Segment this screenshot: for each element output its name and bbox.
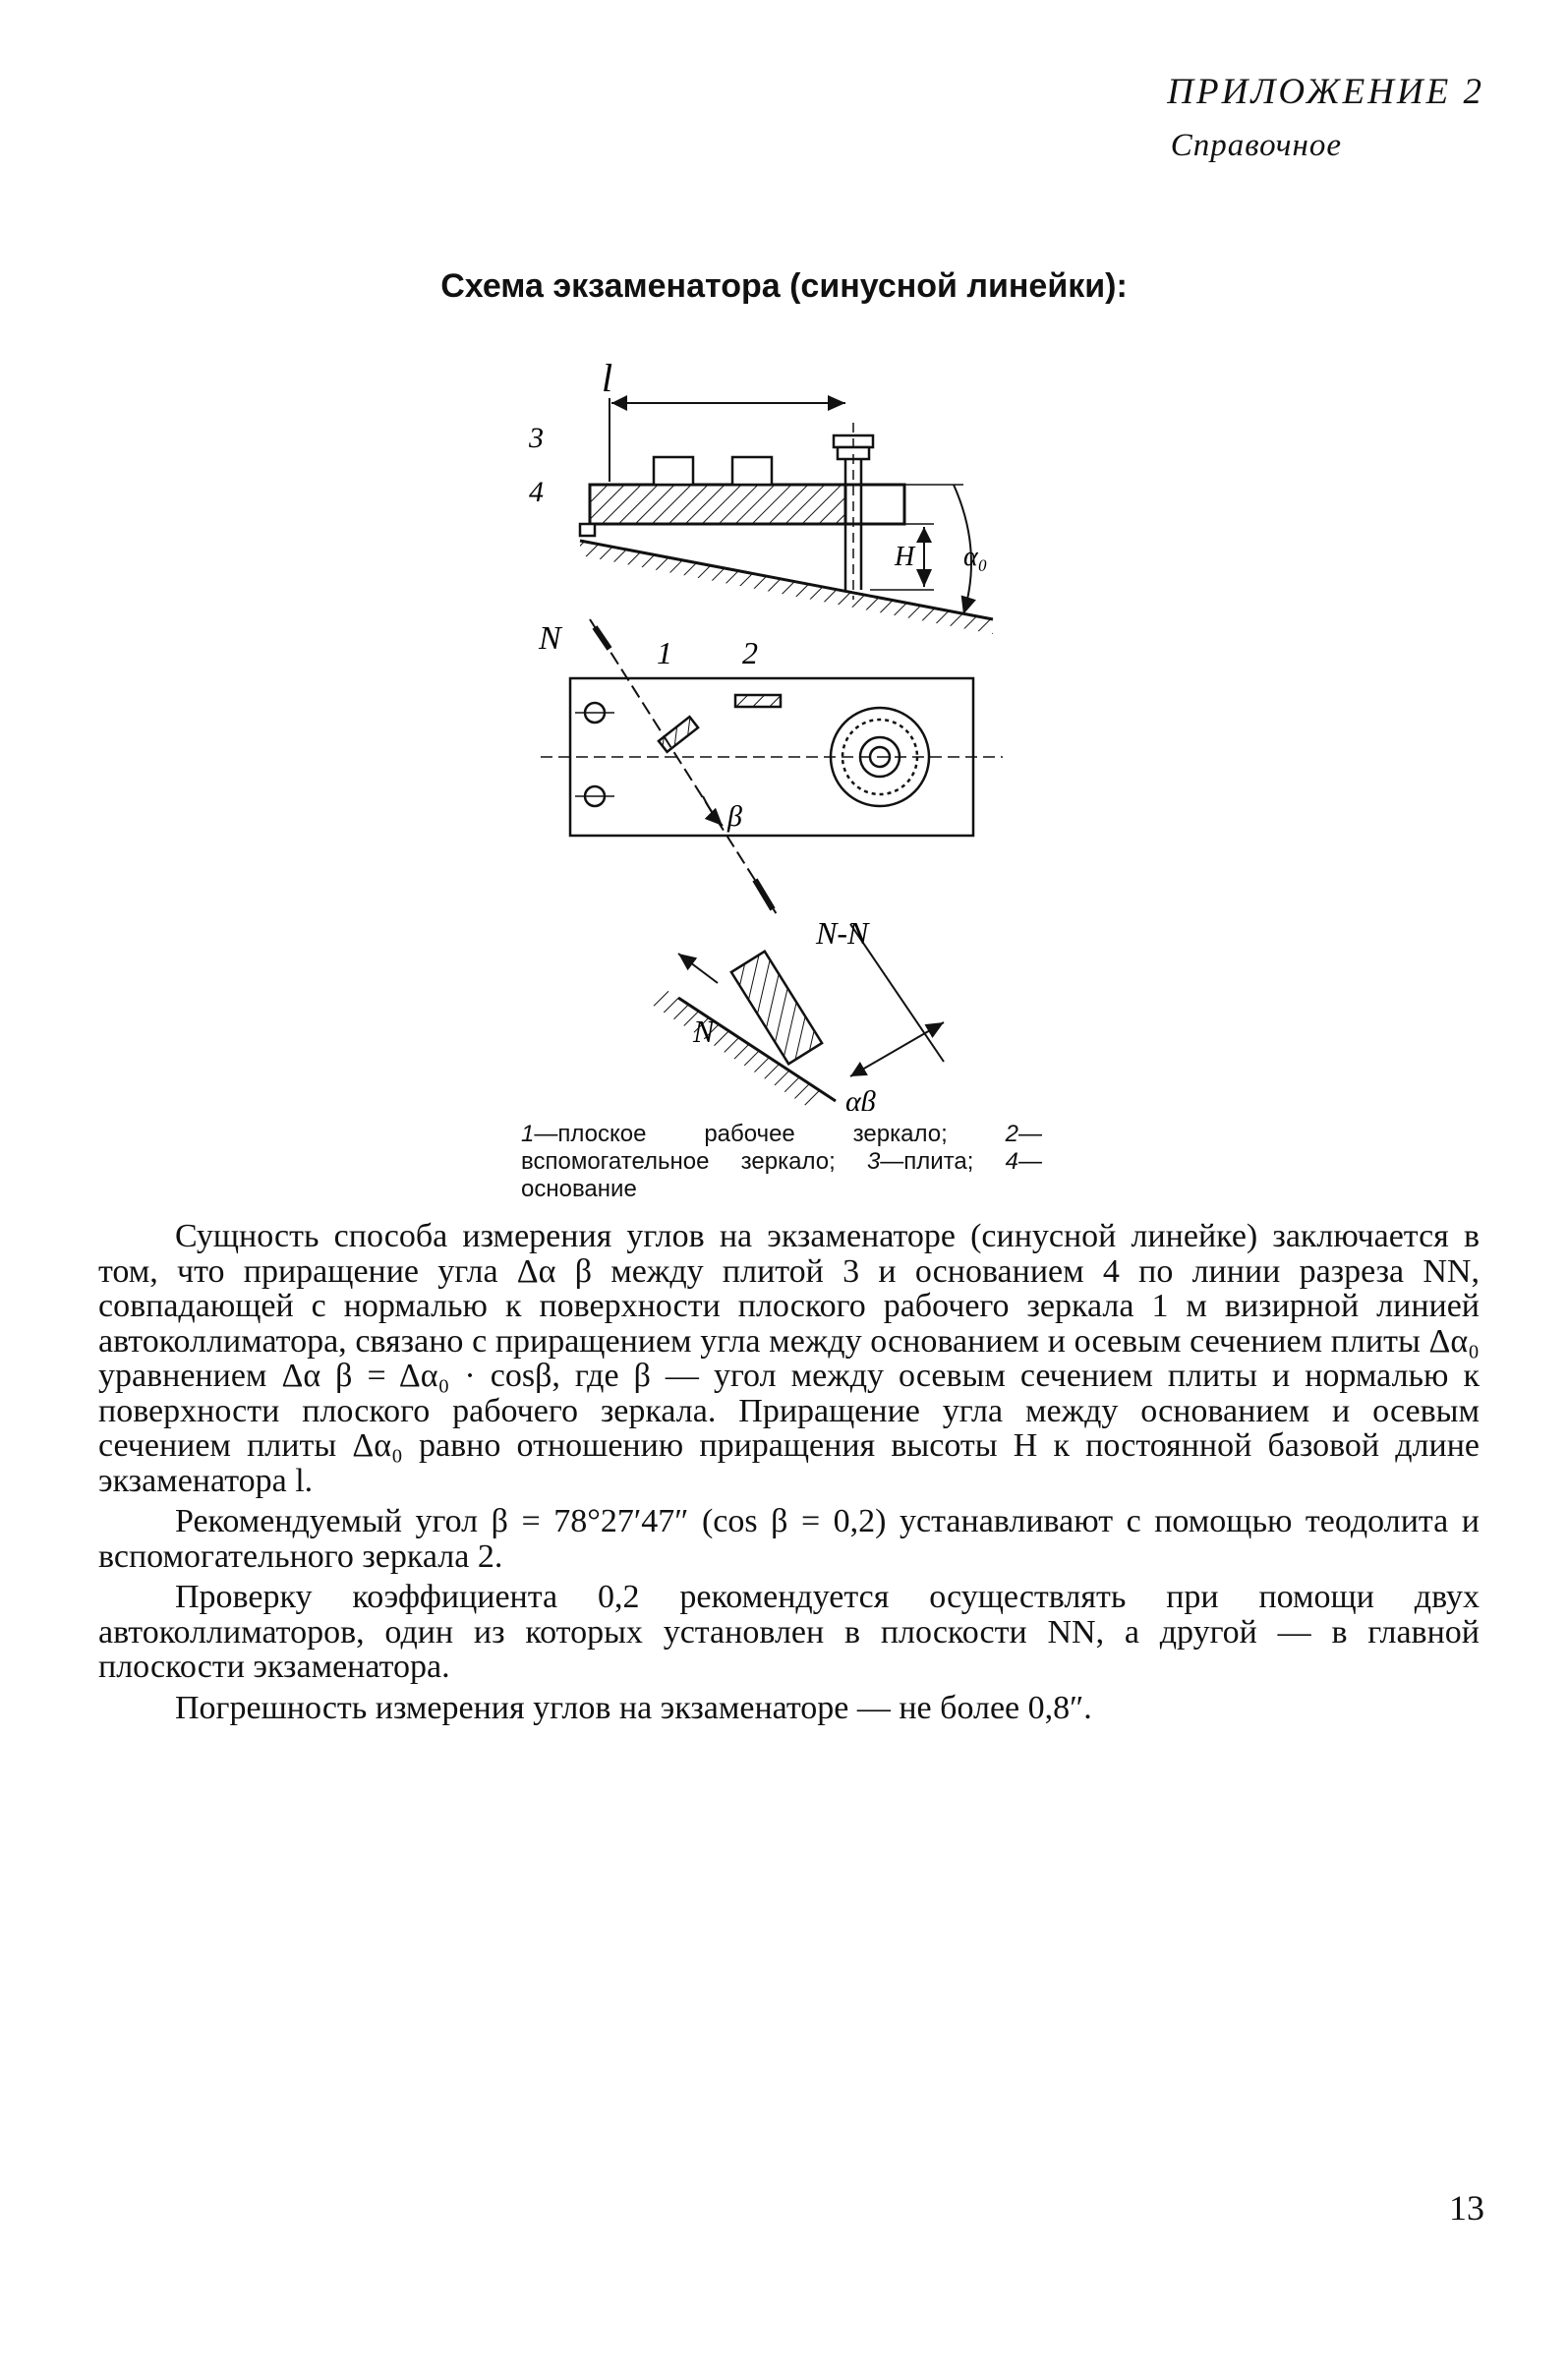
- legend-num-2: 2: [1005, 1121, 1018, 1147]
- label-4: 4: [529, 476, 544, 508]
- paragraph-2: Рекомендуемый угол β = 78°27′47″ (cos β = 0,2) устанавливают с помощью теодолита и вспомогательного зеркала 2.: [98, 1503, 1480, 1575]
- label-3: 3: [529, 422, 544, 454]
- paragraph-1: Сущность способа измерения углов на экзаменаторе (синусной линейке) заключается в том, что приращение угла Δα β между плитой 3 и основанием 4 по линии разреза NN, совпадающей с нормалью к поверхности плоского рабочего зеркала 1 м визирной линией автоколлиматора, связано с приращением угла между основанием и осевым сечением плиты Δα₀ уравнением Δα β = Δα₀ · cosβ, где β — угол между осевым сечением плиты и нормалью к поверхности плоского рабочего зеркала. Приращение угла между основанием и осевым сечением плиты Δα₀ равно отношению приращения высоты H к постоянной базовой длине экзаменатора l.: [98, 1218, 1480, 1499]
- label-N-top: N: [539, 620, 561, 657]
- legend-text-2: —вспомогательное зеркало;: [521, 1121, 1042, 1175]
- label-alpha-beta: αβ: [845, 1085, 876, 1111]
- paragraph-4: Погрешность измерения углов на экзаменаторе — не более 0,8″.: [175, 1689, 1092, 1726]
- page-number: 13: [1449, 2188, 1484, 2228]
- figure-legend: [521, 1121, 1042, 1203]
- label-alpha0: α₀: [963, 542, 988, 572]
- appendix-subtitle: Справочное: [1170, 128, 1342, 163]
- legend-text-1: —плоское рабочее зеркало;: [534, 1121, 948, 1147]
- label-H: H: [895, 542, 915, 572]
- legend-num-1: 1: [521, 1121, 535, 1147]
- label-N-bottom: N: [693, 1014, 715, 1049]
- sine-bar-diagram: [521, 354, 1032, 1111]
- appendix-title: ПРИЛОЖЕНИЕ 2: [1167, 72, 1484, 112]
- legend-text-3: —плита;: [880, 1148, 974, 1175]
- body-text: [98, 1219, 1480, 1725]
- legend-text-4: —основание: [521, 1148, 1043, 1202]
- label-beta: β: [727, 800, 742, 833]
- label-2: 2: [742, 635, 758, 670]
- side-view: [580, 398, 993, 634]
- legend-num-4: 4: [1005, 1148, 1019, 1175]
- label-l: l: [602, 356, 613, 400]
- label-section-NN: N-N: [816, 915, 869, 951]
- label-1: 1: [657, 635, 672, 670]
- legend-num-3: 3: [866, 1148, 881, 1175]
- figure-title: Схема экзаменатора (синусной линейки):: [440, 267, 1128, 305]
- top-view: [541, 619, 1003, 914]
- paragraph-3: Проверку коэффициента 0,2 рекомендуется осуществлять при помощи двух автоколлиматоров, один из которых установлен в плоскости NN, а другой — в главной плоскости экзаменатора.: [98, 1579, 1480, 1685]
